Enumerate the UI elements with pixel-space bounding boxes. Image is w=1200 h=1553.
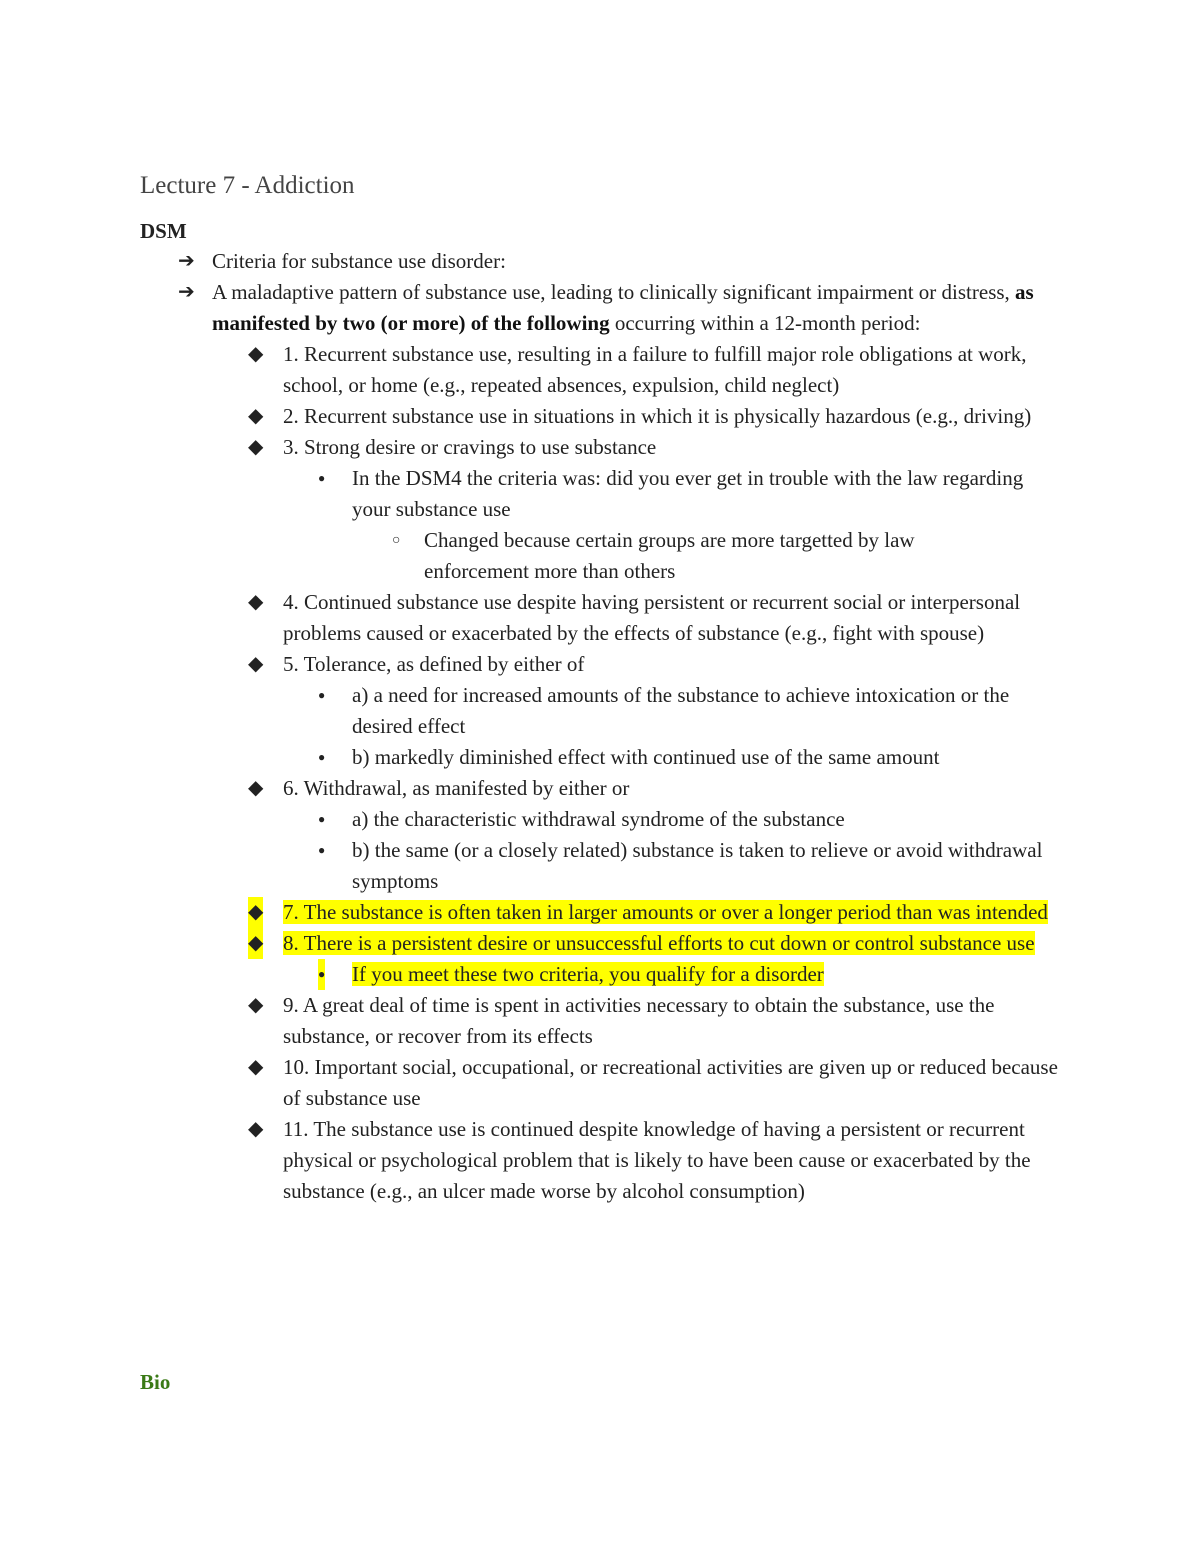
list-item — [0, 525, 1200, 587]
list-item — [0, 742, 1200, 773]
list-item — [0, 649, 1200, 680]
arrow-bullet-icon: ➔ — [178, 250, 195, 272]
criterion-text: 11. The substance use is continued despite knowledge of having a persistent or recurrent physical or psychological problem that is likely to have been cause or exacerbated by the substance (e.g., an ulcer made worse by alcohol consumption) — [283, 1117, 1031, 1203]
criterion-text: 9. A great deal of time is spent in activities necessary to obtain the substance, use the substance, or recover from its effects — [283, 993, 995, 1048]
diamond-bullet-icon: ◆ — [248, 1056, 264, 1078]
list-item — [0, 835, 1200, 897]
list-item — [0, 928, 1200, 959]
list-item — [0, 246, 1200, 277]
list-item — [0, 680, 1200, 742]
diamond-bullet-icon: ◆ — [248, 343, 264, 365]
section-heading-bio: Bio — [140, 1370, 171, 1394]
diamond-bullet-icon: ◆ — [248, 436, 264, 458]
list-item — [0, 277, 1200, 339]
page-title: Lecture 7 - Addiction — [140, 172, 355, 199]
dot-bullet-icon: ● — [318, 843, 326, 857]
diamond-bullet-icon: ◆ — [248, 994, 264, 1016]
criteria-list — [0, 246, 1200, 1207]
list-item-text: A maladaptive pattern of substance use, leading to clinically significant impairment or distress, — [212, 280, 1016, 304]
sub-item-text: In the DSM4 the criteria was: did you ever get in trouble with the law regarding your substance use — [352, 466, 1024, 521]
sub-item-text: b) the same (or a closely related) substance is taken to relieve or avoid withdrawal symptoms — [352, 838, 1043, 893]
list-item — [0, 401, 1200, 432]
diamond-bullet-icon: ◆ — [248, 1118, 264, 1140]
criterion-text: 3. Strong desire or cravings to use substance — [283, 435, 657, 459]
criterion-text: 2. Recurrent substance use in situations in which it is physically hazardous (e.g., driving) — [283, 404, 1032, 428]
criterion-text: 6. Withdrawal, as manifested by either or — [283, 776, 630, 800]
sub-item-text: b) markedly diminished effect with continued use of the same amount — [352, 745, 940, 769]
diamond-bullet-icon: ◆ — [248, 897, 263, 928]
dot-bullet-icon: ● — [318, 471, 326, 485]
sub-item-text: a) the characteristic withdrawal syndrome of the substance — [352, 807, 845, 831]
highlighted-criterion-text: 8. There is a persistent desire or unsuccessful efforts to cut down or control substance use — [283, 931, 1035, 955]
list-item — [0, 773, 1200, 804]
criterion-text: 1. Recurrent substance use, resulting in a failure to fulfill major role obligations at work, school, or home (e.g., repeated absences, expulsion, child neglect) — [283, 342, 1027, 397]
criterion-text: 10. Important social, occupational, or recreational activities are given up or reduced because of substance use — [283, 1055, 1058, 1110]
list-item — [0, 1052, 1200, 1114]
list-item — [0, 897, 1200, 928]
dot-bullet-icon: ● — [318, 812, 326, 826]
diamond-bullet-icon: ◆ — [248, 405, 264, 427]
circle-bullet-icon: ○ — [392, 533, 401, 548]
list-item-text: Criteria for substance use disorder: — [212, 249, 506, 273]
dot-bullet-icon: ● — [318, 959, 325, 990]
criterion-text: 4. Continued substance use despite having persistent or recurrent social or interpersonal problems caused or exacerbated by the effects of substance (e.g., fight with spouse) — [283, 590, 1021, 645]
highlighted-sub-item-text: If you meet these two criteria, you qualify for a disorder — [352, 962, 824, 986]
list-item — [0, 959, 1200, 990]
list-item — [0, 339, 1200, 401]
list-item — [0, 587, 1200, 649]
sub-item-text: Changed because certain groups are more targetted by law enforcement more than others — [424, 528, 915, 583]
criterion-text: 5. Tolerance, as defined by either of — [283, 652, 585, 676]
list-item — [0, 1114, 1200, 1207]
list-item — [0, 990, 1200, 1052]
dot-bullet-icon: ● — [318, 750, 326, 764]
bold-emphasis: as manifested by two (or more) of the following — [212, 280, 1034, 335]
section-heading-dsm: DSM — [140, 219, 187, 243]
dot-bullet-icon: ● — [318, 688, 326, 702]
list-item — [0, 463, 1200, 525]
list-item-text: occurring within a 12-month period: — [609, 311, 921, 335]
list-item — [0, 804, 1200, 835]
diamond-bullet-icon: ◆ — [248, 591, 264, 613]
diamond-bullet-icon: ◆ — [248, 928, 263, 959]
diamond-bullet-icon: ◆ — [248, 653, 264, 675]
diamond-bullet-icon: ◆ — [248, 777, 264, 799]
highlighted-criterion-text: 7. The substance is often taken in larger amounts or over a longer period than was intended — [283, 900, 1048, 924]
sub-item-text: a) a need for increased amounts of the substance to achieve intoxication or the desired effect — [352, 683, 1010, 738]
arrow-bullet-icon: ➔ — [178, 281, 195, 303]
list-item — [0, 432, 1200, 463]
